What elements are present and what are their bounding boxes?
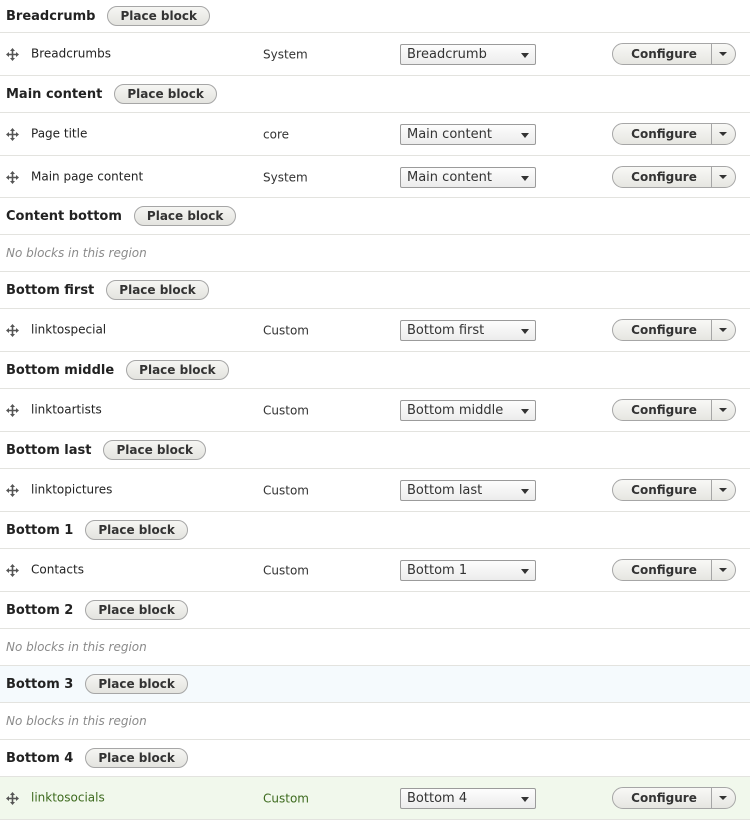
region-header (0, 666, 750, 703)
chevron-down-icon (719, 408, 727, 412)
place-block-button[interactable]: Place block (126, 360, 228, 380)
region-title: Bottom 2 (6, 602, 74, 618)
region-select-value: Bottom first (407, 323, 485, 338)
region-header (0, 0, 750, 33)
region-header (0, 592, 750, 629)
block-category: Custom (263, 323, 309, 338)
block-row (0, 469, 750, 512)
triangle-down-icon (521, 409, 529, 414)
triangle-down-icon (521, 489, 529, 494)
dropbutton-toggle[interactable] (711, 560, 735, 580)
operations-dropbutton (612, 559, 736, 581)
region-title: Bottom middle (6, 362, 115, 378)
region-select-value: Bottom 4 (407, 791, 468, 806)
configure-button[interactable]: Configure (631, 47, 697, 61)
drag-handle-icon[interactable] (6, 482, 19, 495)
configure-button[interactable]: Configure (631, 323, 697, 337)
region-select[interactable] (400, 124, 536, 145)
block-category: Custom (263, 483, 309, 498)
block-category: System (263, 170, 308, 185)
empty-region-message: No blocks in this region (0, 235, 750, 272)
place-block-button[interactable]: Place block (85, 748, 187, 768)
block-category: Custom (263, 791, 309, 806)
region-select-value: Breadcrumb (407, 47, 487, 62)
region-title: Bottom 4 (6, 750, 74, 766)
region-header (0, 740, 750, 777)
chevron-down-icon (719, 328, 727, 332)
triangle-down-icon (521, 133, 529, 138)
region-title: Breadcrumb (6, 8, 96, 24)
region-title: Main content (6, 86, 103, 102)
block-row (0, 777, 750, 820)
block-label: Contacts (31, 562, 84, 577)
operations-dropbutton (612, 43, 736, 65)
chevron-down-icon (719, 175, 727, 179)
region-header (0, 76, 750, 113)
region-select-value: Bottom last (407, 483, 483, 498)
place-block-button[interactable]: Place block (103, 440, 205, 460)
block-label: Main page content (31, 168, 144, 183)
triangle-down-icon (521, 53, 529, 58)
dropbutton-toggle[interactable] (711, 788, 735, 808)
block-category: core (263, 127, 289, 142)
block-row (0, 549, 750, 592)
drag-handle-icon[interactable] (6, 402, 19, 415)
chevron-down-icon (719, 568, 727, 572)
block-label: Breadcrumbs (31, 46, 111, 61)
region-select[interactable] (400, 400, 536, 421)
drag-handle-icon[interactable] (6, 126, 19, 139)
place-block-button[interactable]: Place block (106, 280, 208, 300)
drag-handle-icon[interactable] (6, 46, 19, 59)
chevron-down-icon (719, 132, 727, 136)
operations-dropbutton (612, 399, 736, 421)
drag-handle-icon[interactable] (6, 790, 19, 803)
region-select-value: Bottom 1 (407, 563, 468, 578)
dropbutton-toggle[interactable] (711, 320, 735, 340)
operations-dropbutton (612, 166, 736, 188)
region-header (0, 512, 750, 549)
operations-dropbutton (612, 123, 736, 145)
block-label: Page title (31, 126, 88, 141)
drag-handle-icon[interactable] (6, 169, 19, 182)
triangle-down-icon (521, 569, 529, 574)
block-label: linktopictures (31, 482, 113, 497)
region-select[interactable] (400, 560, 536, 581)
region-select-value: Main content (407, 169, 492, 185)
region-select[interactable] (400, 788, 536, 809)
block-row (0, 156, 750, 198)
region-select[interactable] (400, 320, 536, 341)
operations-dropbutton (612, 319, 736, 341)
region-select-value: Bottom middle (407, 403, 504, 418)
configure-button[interactable]: Configure (631, 403, 697, 417)
operations-dropbutton (612, 787, 736, 809)
block-row (0, 389, 750, 432)
place-block-button[interactable]: Place block (85, 600, 187, 620)
configure-button[interactable]: Configure (631, 127, 697, 141)
block-row (0, 113, 750, 156)
empty-region-message: No blocks in this region (0, 629, 750, 666)
configure-button[interactable]: Configure (631, 169, 697, 184)
block-label: linktoartists (31, 402, 102, 417)
dropbutton-toggle[interactable] (711, 44, 735, 64)
drag-handle-icon[interactable] (6, 322, 19, 335)
chevron-down-icon (719, 52, 727, 56)
block-row (0, 33, 750, 76)
triangle-down-icon (521, 329, 529, 334)
chevron-down-icon (719, 796, 727, 800)
region-select[interactable] (400, 44, 536, 65)
block-label: linktosocials (31, 790, 105, 805)
drag-handle-icon[interactable] (6, 562, 19, 575)
region-title: Bottom last (6, 442, 92, 458)
region-title: Content bottom (6, 208, 122, 224)
block-category: Custom (263, 403, 309, 418)
region-header (0, 432, 750, 469)
region-title: Bottom first (6, 282, 95, 298)
dropbutton-toggle[interactable] (711, 124, 735, 144)
region-select[interactable] (400, 480, 536, 501)
triangle-down-icon (521, 176, 529, 181)
dropbutton-toggle[interactable] (711, 167, 735, 187)
configure-button[interactable]: Configure (631, 563, 697, 577)
place-block-button[interactable]: Place block (114, 84, 216, 104)
region-select[interactable] (400, 167, 536, 188)
region-title: Bottom 3 (6, 676, 74, 692)
region-header (0, 198, 750, 235)
region-header (0, 352, 750, 389)
block-row (0, 309, 750, 352)
chevron-down-icon (719, 488, 727, 492)
triangle-down-icon (521, 797, 529, 802)
empty-region-message: No blocks in this region (0, 703, 750, 740)
block-category: Custom (263, 563, 309, 578)
region-header (0, 272, 750, 309)
operations-dropbutton (612, 479, 736, 501)
configure-button[interactable]: Configure (631, 791, 697, 805)
block-label: linktospecial (31, 322, 107, 337)
region-title: Bottom 1 (6, 522, 74, 538)
place-block-button[interactable]: Place block (107, 6, 209, 26)
block-category: System (263, 47, 308, 62)
dropbutton-toggle[interactable] (711, 400, 735, 420)
place-block-button[interactable]: Place block (85, 520, 187, 540)
region-select-value: Main content (407, 127, 492, 142)
place-block-button[interactable]: Place block (85, 674, 187, 694)
dropbutton-toggle[interactable] (711, 480, 735, 500)
place-block-button[interactable]: Place block (134, 206, 236, 226)
configure-button[interactable]: Configure (631, 483, 697, 497)
